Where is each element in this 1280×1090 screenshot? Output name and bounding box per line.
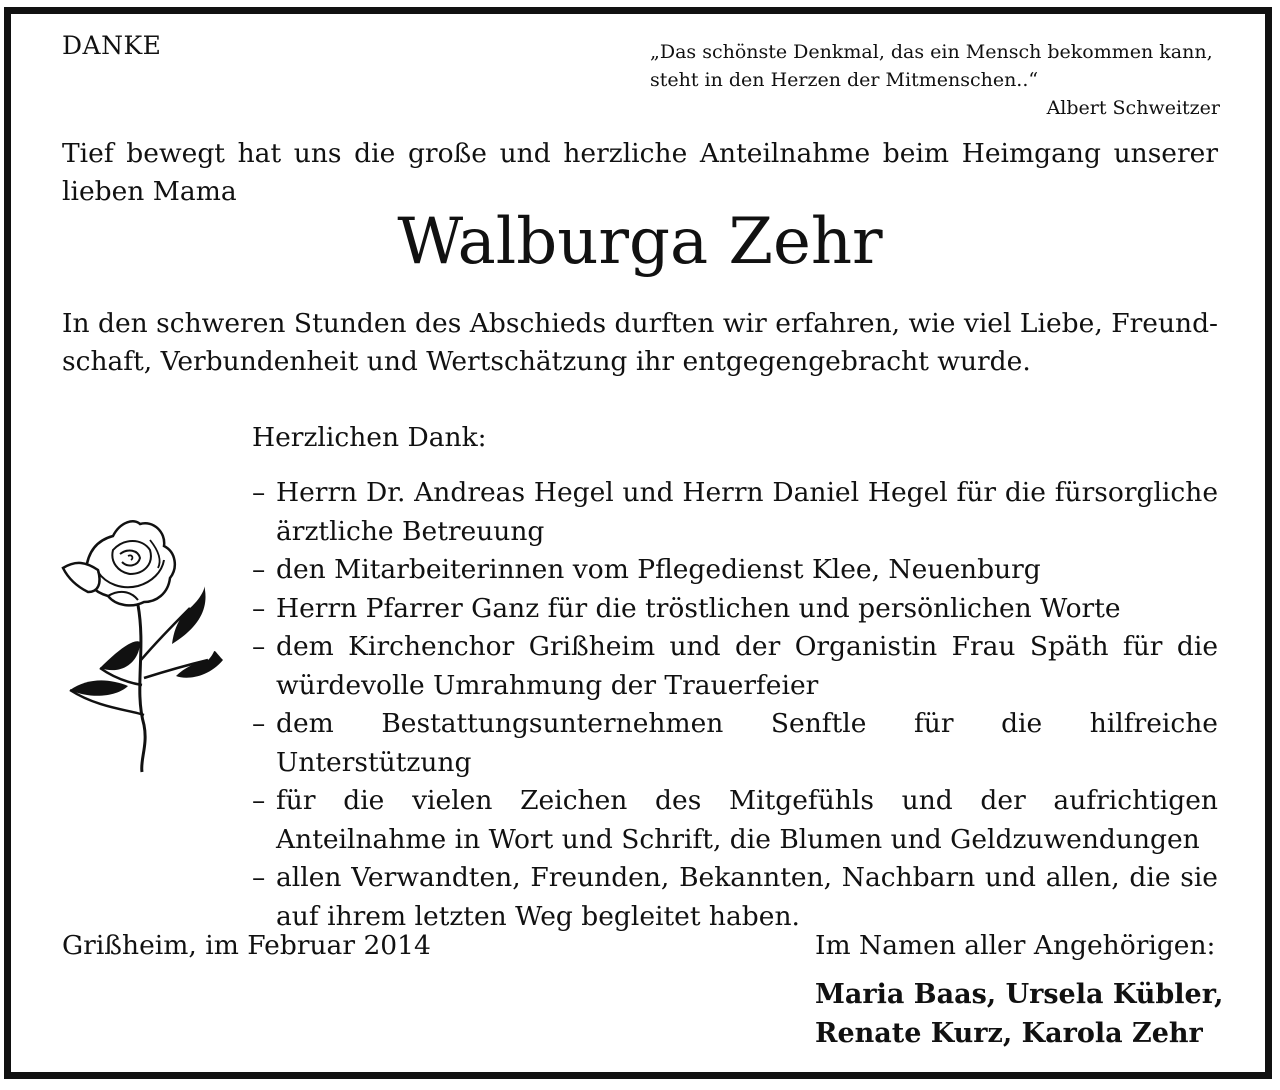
list-item	[252, 590, 1218, 629]
list-item	[252, 859, 1218, 936]
quote-line-1: „Das schönste Denkmal, das ein Mensch bekommen kann,	[650, 41, 1213, 63]
list-dash: –	[252, 554, 266, 585]
list-item-text: Herrn Pfarrer Ganz für die tröstlichen und persönlichen Worte	[276, 592, 1121, 624]
signers-line-2: Renate Kurz, Karola Zehr	[815, 1018, 1203, 1049]
deceased-name: Walburga Zehr	[397, 205, 883, 279]
thanks-title: Herzlichen Dank:	[252, 422, 487, 453]
signers	[815, 975, 1223, 1053]
quote-line-2: steht in den Herzen der Mitmenschen..“	[650, 69, 1039, 91]
list-item-text: dem Kirchenchor Grißheim und der Organistin Frau Späth für die würdevolle Umrahmung der Trauerfeier	[276, 631, 1218, 701]
gratitude-paragraph: In den schweren Stunden des Abschieds durften wir erfahren, wie viel Liebe, Freund-schaft, Verbundenheit und Wertschätzung ihr entgegengebracht wurde.	[62, 308, 1218, 377]
list-item-text: den Mitarbeiterinnen vom Pflegedienst Klee, Neuenburg	[276, 554, 1041, 585]
list-dash: –	[252, 631, 266, 662]
list-item	[252, 782, 1218, 859]
list-item-text: Herrn Dr. Andreas Hegel und Herrn Daniel Hegel für die fürsorgliche ärztliche Betreuung	[276, 477, 1218, 547]
list-item-text: dem Bestattungsunternehmen Senftle für die hilfreiche Unterstützung	[276, 708, 1218, 778]
signoff-text: Im Namen aller Angehörigen:	[815, 930, 1216, 961]
notice-heading: DANKE	[62, 31, 162, 60]
list-dash: –	[252, 477, 266, 508]
list-dash: –	[252, 708, 266, 739]
place-date: Grißheim, im Februar 2014	[62, 930, 431, 961]
list-item-text: allen Verwandten, Freunden, Bekannten, Nachbarn und allen, die sie auf ihrem letzten Weg begleitet haben.	[276, 862, 1218, 932]
signers-line-1: Maria Baas, Ursela Kübler,	[815, 979, 1224, 1010]
list-item	[252, 551, 1218, 590]
rose-illustration	[58, 510, 228, 780]
quote-author: Albert Schweitzer	[1046, 97, 1220, 119]
list-item	[252, 705, 1218, 782]
list-dash: –	[252, 862, 266, 893]
intro-text: Tief bewegt hat uns die große und herzliche Anteilnahme beim Heimgang unserer lieben Mama	[62, 138, 1218, 207]
list-item-text: für die vielen Zeichen des Mitgefühls und der aufrichtigen Anteilnahme in Wort und Schrift, die Blumen und Geldzuwendungen	[276, 785, 1218, 855]
thanks-list	[252, 474, 1218, 936]
list-dash: –	[252, 785, 266, 816]
epigraph-quote	[580, 38, 1220, 122]
list-dash: –	[252, 592, 266, 624]
list-item	[252, 474, 1218, 551]
list-item	[252, 628, 1218, 705]
